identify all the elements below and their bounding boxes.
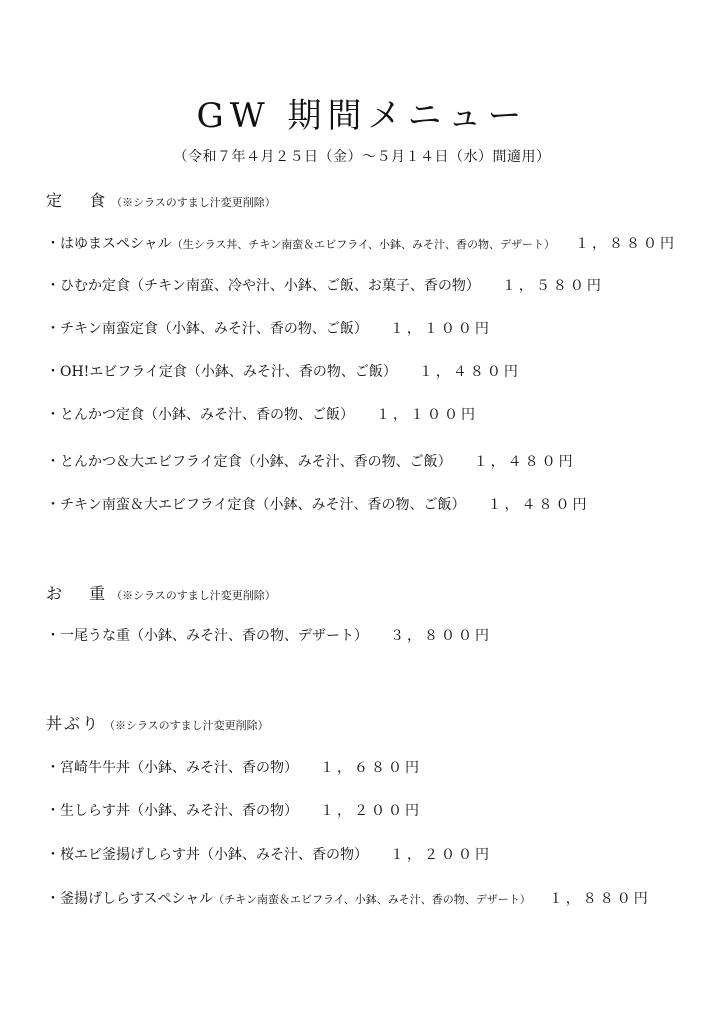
menu-item [46, 494, 589, 514]
item-price: ３，８００円 [390, 628, 492, 644]
section-oju-heading [46, 581, 276, 604]
section-teishoku-heading [46, 188, 276, 211]
item-name: ・生しらす丼 [46, 803, 130, 819]
menu-item [46, 275, 604, 295]
item-price: １，２００円 [320, 803, 422, 819]
menu-item [46, 757, 422, 777]
item-name: ・桜エビ釜揚げしらす丼 [46, 847, 200, 863]
item-detail: （小鉢、みそ汁、香の物、ご飯） [144, 407, 354, 423]
item-detail: （生シラス丼、チキン南蛮＆エビフライ、小鉢、みそ汁、香の物、デザート） [171, 238, 555, 251]
item-name: ・チキン南蛮定食 [46, 321, 158, 337]
item-detail: （小鉢、みそ汁、香の物） [200, 847, 368, 863]
item-name: ・とんかつ定食 [46, 407, 144, 423]
section-note: （※シラスのすまし汁変更削除） [111, 196, 276, 209]
item-name: ・ひむか定食 [46, 278, 130, 294]
item-detail: （小鉢、みそ汁、香の物） [130, 803, 298, 819]
item-price: １，８８０円 [548, 891, 651, 907]
item-name: ・宮崎牛牛丼 [46, 760, 130, 776]
item-price: １，６８０円 [320, 760, 422, 776]
menu-item [46, 233, 677, 253]
menu-item [46, 404, 478, 424]
item-detail: （小鉢、みそ汁、香の物、ご飯） [241, 454, 452, 470]
item-price: １，４８０円 [418, 364, 521, 380]
item-name: ・チキン南蛮＆大エビフライ定食 [46, 497, 256, 513]
item-detail: （小鉢、みそ汁、香の物） [130, 760, 298, 776]
menu-item [46, 844, 492, 864]
item-name: ・はゆまスペシャル [46, 236, 172, 252]
section-title: 丼ぶり [46, 714, 101, 733]
section-title: 定 食 [46, 191, 108, 210]
item-price: １，４８０円 [473, 454, 576, 470]
menu-item [46, 625, 492, 645]
item-price: １，１００円 [389, 321, 492, 337]
item-name: ・OH!エビフライ定食 [46, 364, 187, 380]
item-price: １，１００円 [376, 407, 478, 423]
item-price: １，８８０円 [574, 236, 677, 252]
item-detail: （小鉢、みそ汁、香の物、ご飯） [255, 497, 466, 513]
menu-item [46, 451, 576, 471]
item-name: ・一尾うな重 [46, 628, 130, 644]
menu-item [46, 318, 492, 338]
item-price: １，４８０円 [487, 497, 590, 513]
item-price: １，５８０円 [501, 278, 604, 294]
item-name: ・とんかつ＆大エビフライ定食 [46, 454, 242, 470]
item-detail: （小鉢、みそ汁、香の物、デザート） [130, 628, 368, 644]
item-price: １，２００円 [390, 847, 492, 863]
item-detail: （チキン南蛮＆エビフライ、小鉢、みそ汁、香の物、デザート） [213, 893, 531, 906]
item-detail: （チキン南蛮、冷や汁、小鉢、ご飯、お菓子、香の物） [130, 278, 480, 294]
item-detail: （小鉢、みそ汁、香の物、ご飯） [186, 364, 397, 380]
period-notice: （令和７年４月２５日（金）～５月１４日（水）間適用） [173, 149, 551, 165]
menu-item [46, 888, 651, 908]
section-note: （※シラスのすまし汁変更削除） [111, 589, 276, 602]
section-title: お 重 [46, 584, 108, 603]
section-note: （※シラスのすまし汁変更削除） [104, 719, 269, 732]
item-detail: （小鉢、みそ汁、香の物、ご飯） [157, 321, 368, 337]
menu-item [46, 361, 521, 381]
section-donburi-heading [46, 711, 269, 734]
menu-item [46, 800, 422, 820]
page-title: GW 期間メニュー [196, 96, 528, 136]
item-name: ・釜揚げしらすスペシャル [46, 891, 214, 907]
